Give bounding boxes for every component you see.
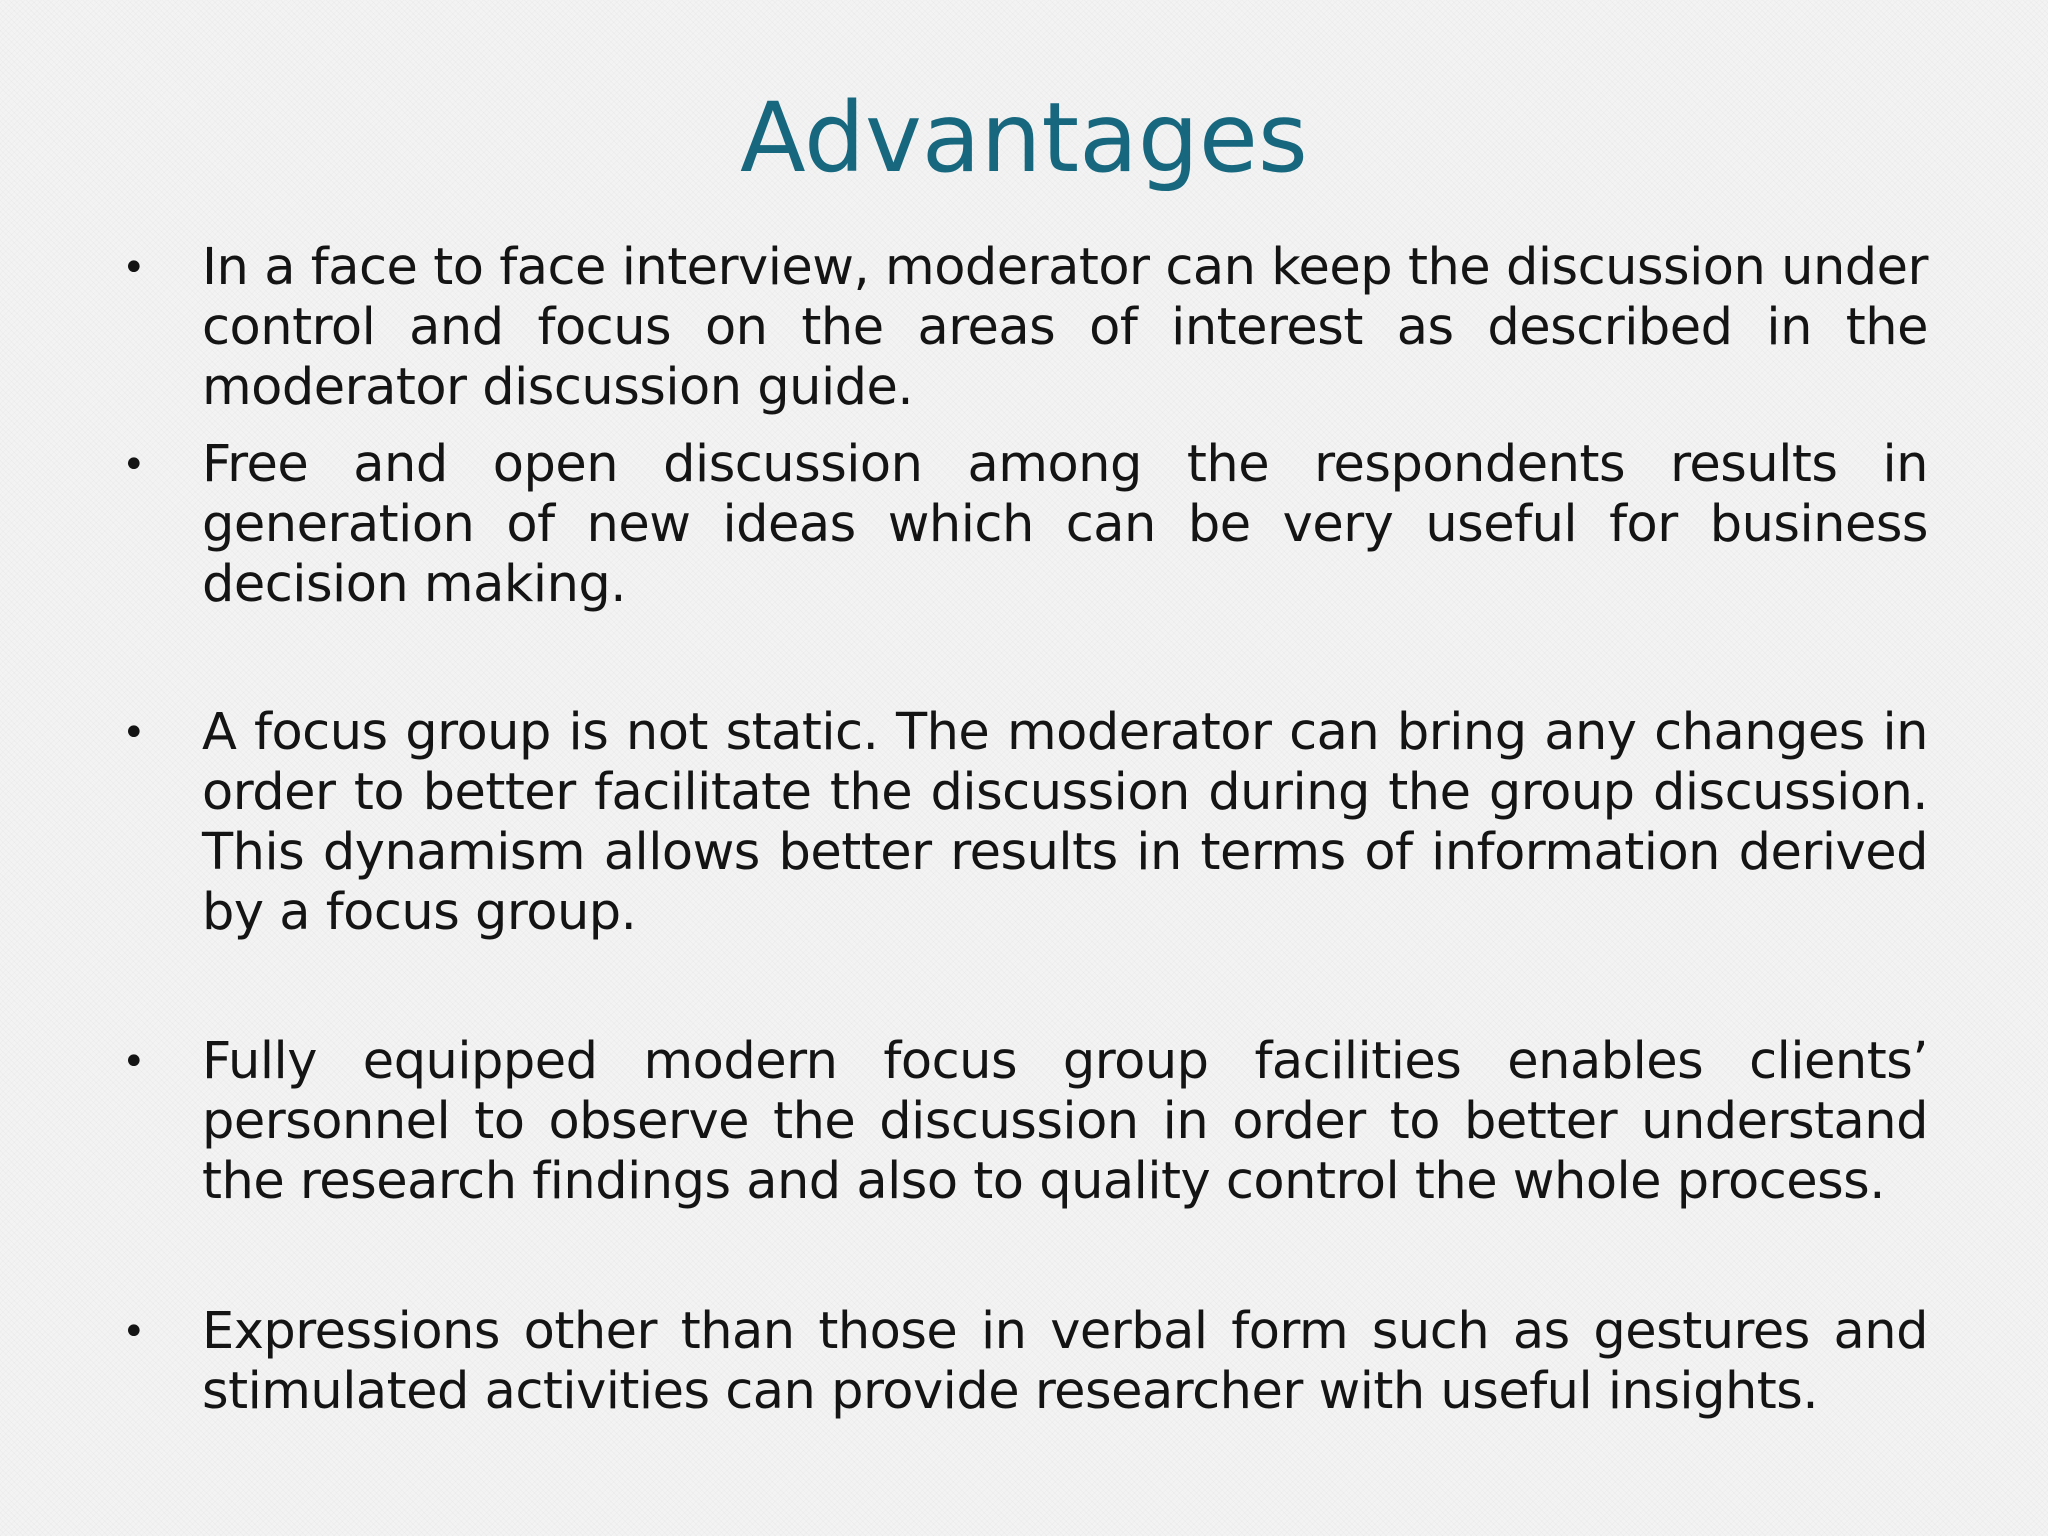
bullet-text: Free and open discussion among the respondents results in generation of new ideas which can be very useful for business decision making. (202, 435, 1928, 614)
bullet-item (122, 435, 1928, 615)
bullet-text: In a face to face interview, moderator can keep the discussion under control and focus on the areas of interest as described in the moderator discussion guide. (202, 238, 1928, 417)
bullet-marker: • (122, 442, 146, 488)
slide-title: Advantages (740, 82, 1308, 194)
bullet-marker: • (122, 710, 146, 756)
bullet-item (122, 703, 1928, 943)
bullet-item (122, 238, 1928, 418)
bullet-text: Fully equipped modern focus group facilities enables clients’ personnel to observe the discussion in order to better understand the research findings and also to quality control the whole process. (202, 1032, 1928, 1211)
bullet-text: A focus group is not static. The moderator can bring any changes in order to better facilitate the discussion during the group discussion. This dynamism allows better results in terms of information derived by a focus group. (202, 703, 1928, 942)
bullet-marker: • (122, 245, 146, 291)
bullet-list (122, 238, 1928, 1422)
bullet-text: Expressions other than those in verbal form such as gestures and stimulated activities can provide researcher with useful insights. (202, 1302, 1928, 1421)
bullet-item (122, 1302, 1928, 1422)
bullet-item (122, 1032, 1928, 1212)
bullet-marker: • (122, 1309, 146, 1355)
bullet-marker: • (122, 1039, 146, 1085)
